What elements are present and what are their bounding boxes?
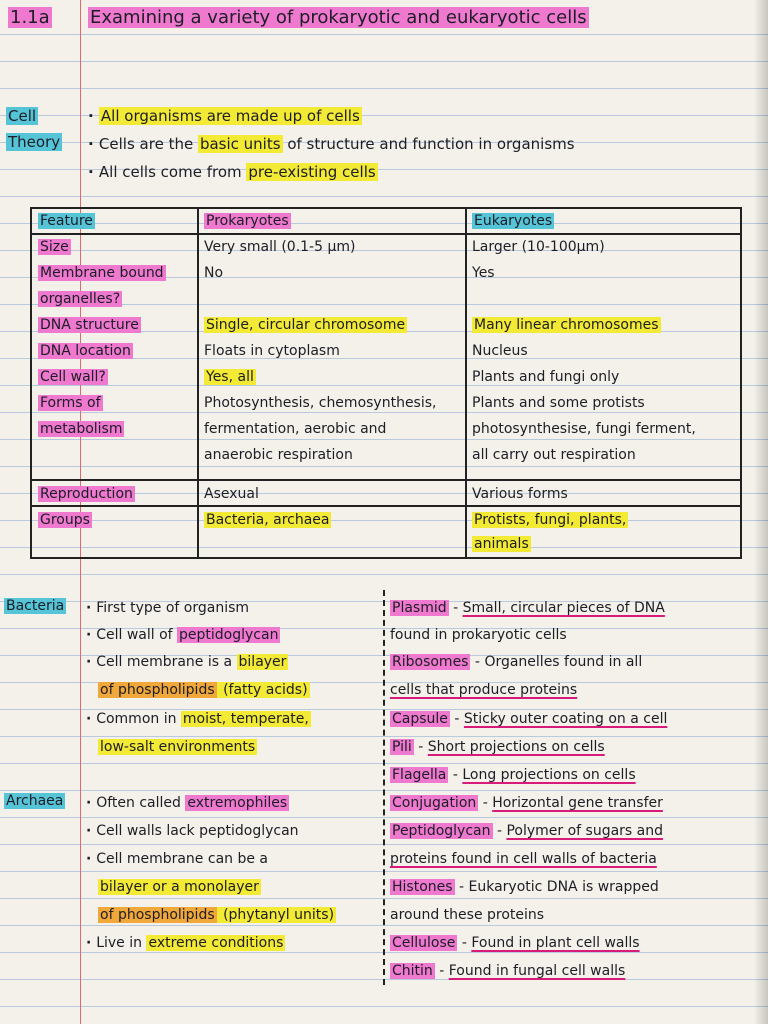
table-eukaryote-cell: Plants and some protists: [472, 395, 645, 411]
table-feature-cell: DNA structure: [40, 317, 139, 333]
glossary-entry: Chitin - Found in fungal cell walls: [392, 963, 626, 979]
table-prokaryote-cell: Yes, all: [206, 369, 254, 385]
archaea-line: · Cell membrane can be a: [86, 851, 268, 867]
glossary-entry: Peptidoglycan - Polymer of sugars and: [392, 823, 664, 839]
bacteria-label: Bacteria: [6, 598, 65, 614]
bacteria-line: · Cell membrane is a bilayer: [86, 654, 287, 670]
table-eukaryote-cell: Various forms: [472, 486, 568, 502]
comparison-table: [30, 207, 742, 559]
table-eukaryote-cell: animals: [474, 536, 529, 552]
title-code: 1.1a: [10, 7, 50, 28]
page-title: Examining a variety of prokaryotic and eukaryotic cells: [90, 7, 587, 28]
table-eukaryote-cell: photosynthesise, fungi ferment,: [472, 421, 696, 437]
table-feature-cell: metabolism: [40, 421, 123, 437]
column-divider: [383, 590, 385, 985]
archaea-line: · Often called extremophiles: [86, 795, 288, 811]
glossary-entry-cont: cells that produce proteins: [390, 682, 578, 698]
table-feature-cell: Membrane bound: [40, 265, 164, 281]
table-feature-cell: DNA location: [40, 343, 131, 359]
table-eukaryote-cell: Plants and fungi only: [472, 369, 620, 385]
table-prokaryote-cell: Very small (0.1-5 µm): [204, 239, 356, 255]
bacteria-line: · First type of organism: [86, 600, 250, 616]
table-eukaryote-cell: Nucleus: [472, 343, 528, 359]
table-eukaryote-cell: Many linear chromosomes: [474, 317, 659, 333]
cell-theory-label-1: Cell: [8, 107, 37, 125]
table-header: Prokaryotes: [206, 213, 289, 229]
archaea-line: · Live in extreme conditions: [86, 935, 284, 951]
archaea-line: bilayer or a monolayer: [100, 879, 259, 895]
bacteria-line: · Cell wall of peptidoglycan: [86, 627, 279, 643]
archaea-line: · Cell walls lack peptidoglycan: [86, 823, 299, 839]
glossary-entry: Histones - Eukaryotic DNA is wrapped: [392, 879, 659, 895]
table-header: Eukaryotes: [474, 213, 553, 229]
cell-theory-label-2: Theory: [8, 133, 61, 151]
bacteria-line: of phospholipids (fatty acids): [100, 682, 308, 698]
archaea-line: of phospholipids (phytanyl units): [100, 907, 335, 923]
table-header: Feature: [40, 213, 93, 229]
table-eukaryote-cell: all carry out respiration: [472, 447, 636, 463]
table-feature-cell: Size: [40, 239, 69, 255]
table-feature-cell: organelles?: [40, 291, 121, 307]
table-prokaryote-cell: No: [204, 265, 224, 281]
table-feature-cell: Cell wall?: [40, 369, 106, 385]
page-edge-shadow: [754, 0, 768, 1024]
table-feature-cell: Reproduction: [40, 486, 133, 502]
glossary-entry: Plasmid - Small, circular pieces of DNA: [392, 600, 665, 616]
cell-theory-bullet: · Cells are the basic units of structure and function in organisms: [88, 135, 575, 153]
glossary-entry: Capsule - Sticky outer coating on a cell: [392, 711, 668, 727]
table-prokaryote-cell: Asexual: [204, 486, 259, 502]
bacteria-line: low-salt environments: [100, 739, 256, 755]
table-prokaryote-cell: anaerobic respiration: [204, 447, 353, 463]
table-feature-cell: Forms of: [40, 395, 101, 411]
table-feature-cell: Groups: [40, 512, 90, 528]
bacteria-line: · Common in moist, temperate,: [86, 711, 309, 727]
table-prokaryote-cell: fermentation, aerobic and: [204, 421, 387, 437]
archaea-label: Archaea: [6, 793, 64, 809]
table-eukaryote-cell: Yes: [472, 265, 495, 281]
glossary-entry: Cellulose - Found in plant cell walls: [392, 935, 640, 951]
glossary-entry: Conjugation - Horizontal gene transfer: [392, 795, 663, 811]
glossary-entry: Ribosomes - Organelles found in all: [392, 654, 643, 670]
table-eukaryote-cell: Protists, fungi, plants,: [474, 512, 627, 528]
table-prokaryote-cell: Single, circular chromosome: [206, 317, 406, 333]
glossary-entry: Pili - Short projections on cells: [392, 739, 605, 755]
glossary-entry-cont: around these proteins: [390, 907, 545, 923]
table-prokaryote-cell: Floats in cytoplasm: [204, 343, 340, 359]
table-prokaryote-cell: Photosynthesis, chemosynthesis,: [204, 395, 437, 411]
table-eukaryote-cell: Larger (10-100µm): [472, 239, 605, 255]
table-prokaryote-cell: Bacteria, archaea: [206, 512, 330, 528]
cell-theory-bullet: · All organisms are made up of cells: [88, 107, 360, 125]
glossary-entry-cont: found in prokaryotic cells: [390, 627, 567, 643]
cell-theory-bullet: · All cells come from pre-existing cells: [88, 163, 376, 181]
glossary-entry-cont: proteins found in cell walls of bacteria: [390, 851, 657, 867]
glossary-entry: Flagella - Long projections on cells: [392, 767, 636, 783]
